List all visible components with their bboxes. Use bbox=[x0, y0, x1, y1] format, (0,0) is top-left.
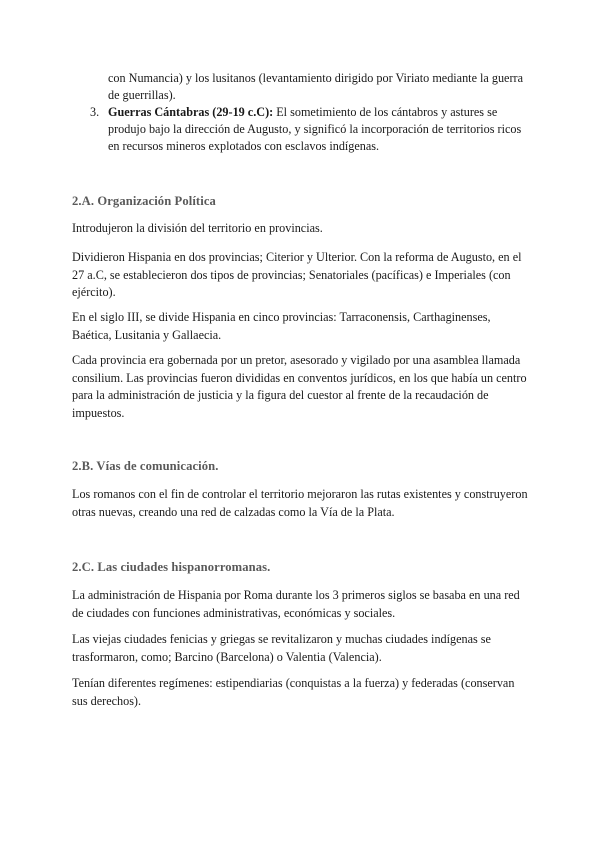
paragraph: Dividieron Hispania en dos provincias; Citerior y Ulterior. Con la reforma de Augusto, en el 27 a.C, se establecieron dos tipos de provincias; Senatoriales (pacíficas) e Imperiales (con ejército). bbox=[72, 250, 522, 299]
section-heading-vias: 2.B. Vías de comunicación. bbox=[72, 459, 219, 473]
section-heading-organizacion: 2.A. Organización Política bbox=[72, 194, 216, 208]
paragraph: Introdujeron la división del territorio en provincias. bbox=[72, 221, 323, 235]
paragraph: Cada provincia era gobernada por un pretor, asesorado y vigilado por una asamblea llamada consilium. Las provincias fueron divididas en conventos jurídicos, en los que había un centro para la administración de justicia y la figura del cuestor al frente de la recaudación de impuestos. bbox=[72, 353, 527, 420]
list-item-number: 3. bbox=[90, 105, 100, 119]
list-item-text: El sometimiento de los cántabros y astures se produjo bajo la dirección de Augusto, y significó la incorporación de territorios ricos en recursos mineros explotados con esclavos indígenas. bbox=[108, 105, 522, 153]
section-heading-ciudades: 2.C. Las ciudades hispanorromanas. bbox=[72, 560, 271, 574]
list-item-body bbox=[108, 104, 530, 155]
paragraph: En el siglo III, se divide Hispania en cinco provincias: Tarraconensis, Carthaginenses, Baética, Lusitania y Gallaecia. bbox=[72, 310, 491, 342]
list-item-title: Guerras Cántabras (29-19 c.C): bbox=[108, 105, 274, 119]
paragraph: Las viejas ciudades fenicias y griegas se revitalizaron y muchas ciudades indígenas se trasformaron, como; Barcino (Barcelona) o Valentia (Valencia). bbox=[72, 632, 491, 664]
paragraph: La administración de Hispania por Roma durante los 3 primeros siglos se basaba en una red de ciudades con funciones administrativas, económicas y sociales. bbox=[72, 588, 520, 620]
paragraph: Los romanos con el fin de controlar el territorio mejoraron las rutas existentes y construyeron otras nuevas, creando una red de calzadas como la Vía de la Plata. bbox=[72, 487, 528, 519]
list-item-3 bbox=[90, 104, 530, 155]
paragraph: Tenían diferentes regímenes: estipendiarias (conquistas a la fuerza) y federadas (conservan sus derechos). bbox=[72, 676, 515, 708]
list-item-continuation: con Numancia) y los lusitanos (levantamiento dirigido por Viriato mediante la guerra de guerrillas). bbox=[108, 71, 523, 102]
